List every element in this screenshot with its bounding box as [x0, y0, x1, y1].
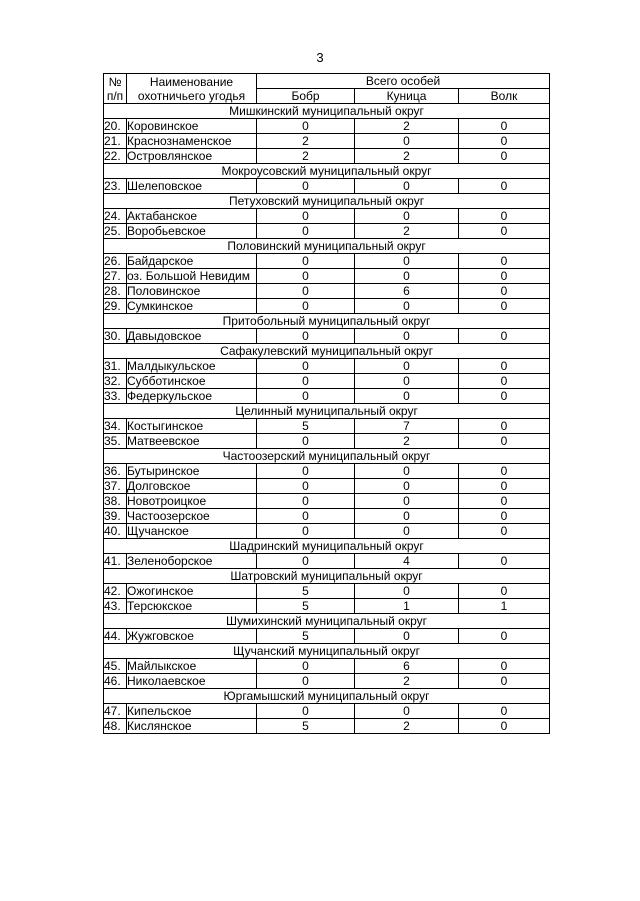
district-header — [104, 104, 550, 119]
table-row — [104, 374, 550, 389]
hunting-ground-name: Костыгинское — [127, 419, 257, 434]
wolf-count: 0 — [459, 269, 550, 284]
row-number: 37. — [104, 479, 127, 494]
row-number: 27. — [104, 269, 127, 284]
hunting-ground-name: Байдарское — [127, 254, 257, 269]
wolf-count: 0 — [459, 494, 550, 509]
beaver-count: 0 — [257, 299, 355, 314]
wolf-count: 0 — [459, 224, 550, 239]
row-number: 43. — [104, 599, 127, 614]
district-title: Мишкинский муниципальный округ — [104, 104, 550, 119]
marten-count: 0 — [355, 389, 459, 404]
wolf-count: 0 — [459, 179, 550, 194]
row-number: 46. — [104, 674, 127, 689]
table-row — [104, 464, 550, 479]
hunting-ground-name: Коровинское — [127, 119, 257, 134]
district-header — [104, 194, 550, 209]
table-row — [104, 359, 550, 374]
beaver-count: 5 — [257, 599, 355, 614]
wolf-count: 0 — [459, 149, 550, 164]
beaver-count: 5 — [257, 629, 355, 644]
hunting-ground-name: Сумкинское — [127, 299, 257, 314]
table-row — [104, 224, 550, 239]
marten-count: 2 — [355, 719, 459, 734]
district-title: Мокроусовский муниципальный округ — [104, 164, 550, 179]
row-number: 48. — [104, 719, 127, 734]
marten-count: 0 — [355, 179, 459, 194]
row-number: 38. — [104, 494, 127, 509]
marten-count: 0 — [355, 299, 459, 314]
district-header — [104, 569, 550, 584]
wolf-count: 0 — [459, 524, 550, 539]
district-header — [104, 344, 550, 359]
row-number: 24. — [104, 209, 127, 224]
wolf-count: 0 — [459, 359, 550, 374]
hunting-ground-name: Актабанское — [127, 209, 257, 224]
beaver-count: 0 — [257, 674, 355, 689]
header-beaver: Бобр — [257, 89, 355, 104]
table-row — [104, 209, 550, 224]
marten-count: 0 — [355, 494, 459, 509]
hunting-ground-name: Краснознаменское — [127, 134, 257, 149]
table-row — [104, 479, 550, 494]
hunting-ground-name: Малдыкульское — [127, 359, 257, 374]
district-title: Сафакулевский муниципальный округ — [104, 344, 550, 359]
marten-count: 2 — [355, 434, 459, 449]
marten-count: 6 — [355, 284, 459, 299]
district-title: Шадринский муниципальный округ — [104, 539, 550, 554]
table-row — [104, 599, 550, 614]
district-header — [104, 539, 550, 554]
beaver-count: 0 — [257, 119, 355, 134]
table-row — [104, 329, 550, 344]
wolf-count: 0 — [459, 674, 550, 689]
marten-count: 0 — [355, 704, 459, 719]
beaver-count: 0 — [257, 524, 355, 539]
wolf-count: 0 — [459, 509, 550, 524]
district-title: Притобольный муниципальный округ — [104, 314, 550, 329]
table-row — [104, 284, 550, 299]
row-number: 30. — [104, 329, 127, 344]
marten-count: 0 — [355, 584, 459, 599]
wolf-count: 0 — [459, 659, 550, 674]
table-row — [104, 524, 550, 539]
beaver-count: 0 — [257, 284, 355, 299]
wolf-count: 0 — [459, 374, 550, 389]
row-number: 25. — [104, 224, 127, 239]
row-number: 42. — [104, 584, 127, 599]
hunting-ground-name: Давыдовское — [127, 329, 257, 344]
marten-count: 0 — [355, 359, 459, 374]
marten-count: 2 — [355, 224, 459, 239]
district-title: Шумихинский муниципальный округ — [104, 614, 550, 629]
row-number: 45. — [104, 659, 127, 674]
district-header — [104, 314, 550, 329]
beaver-count: 0 — [257, 209, 355, 224]
wolf-count: 0 — [459, 584, 550, 599]
row-number: 28. — [104, 284, 127, 299]
district-header — [104, 164, 550, 179]
hunting-ground-name: Терсюкское — [127, 599, 257, 614]
marten-count: 0 — [355, 329, 459, 344]
beaver-count: 0 — [257, 704, 355, 719]
row-number: 32. — [104, 374, 127, 389]
hunting-ground-name: Зеленоборское — [127, 554, 257, 569]
hunting-ground-name: Щучанское — [127, 524, 257, 539]
table-row — [104, 269, 550, 284]
beaver-count: 0 — [257, 269, 355, 284]
table-row — [104, 629, 550, 644]
hunting-ground-name: Шелеповское — [127, 179, 257, 194]
hunting-ground-name: Субботинское — [127, 374, 257, 389]
wolf-count: 0 — [459, 134, 550, 149]
hunting-ground-name: Матвеевское — [127, 434, 257, 449]
table-row — [104, 419, 550, 434]
row-number: 31. — [104, 359, 127, 374]
row-number: 29. — [104, 299, 127, 314]
wolf-count: 0 — [459, 434, 550, 449]
wolf-count: 1 — [459, 599, 550, 614]
table-row — [104, 674, 550, 689]
marten-count: 0 — [355, 479, 459, 494]
row-number: 44. — [104, 629, 127, 644]
marten-count: 4 — [355, 554, 459, 569]
table-row — [104, 149, 550, 164]
table-row — [104, 134, 550, 149]
marten-count: 7 — [355, 419, 459, 434]
beaver-count: 0 — [257, 434, 355, 449]
hunting-ground-name: Николаевское — [127, 674, 257, 689]
wolf-count: 0 — [459, 554, 550, 569]
wolf-count: 0 — [459, 254, 550, 269]
district-title: Петуховский муниципальный округ — [104, 194, 550, 209]
beaver-count: 0 — [257, 254, 355, 269]
beaver-count: 5 — [257, 419, 355, 434]
beaver-count: 0 — [257, 389, 355, 404]
marten-count: 0 — [355, 629, 459, 644]
beaver-count: 0 — [257, 509, 355, 524]
wolf-count: 0 — [459, 299, 550, 314]
hunting-ground-name: Бутыринское — [127, 464, 257, 479]
row-number: 22. — [104, 149, 127, 164]
row-number: 23. — [104, 179, 127, 194]
beaver-count: 0 — [257, 554, 355, 569]
hunting-ground-name: Половинское — [127, 284, 257, 299]
table-row — [104, 299, 550, 314]
beaver-count: 0 — [257, 374, 355, 389]
beaver-count: 5 — [257, 584, 355, 599]
district-title: Целинный муниципальный округ — [104, 404, 550, 419]
district-header — [104, 689, 550, 704]
table-row — [104, 434, 550, 449]
district-header — [104, 449, 550, 464]
wolf-count: 0 — [459, 479, 550, 494]
table-row — [104, 719, 550, 734]
marten-count: 0 — [355, 509, 459, 524]
hunting-ground-name: Майлыкское — [127, 659, 257, 674]
wolf-count: 0 — [459, 209, 550, 224]
beaver-count: 2 — [257, 149, 355, 164]
beaver-count: 0 — [257, 494, 355, 509]
header-wolf: Волк — [459, 89, 550, 104]
hunting-ground-name: Воробьевское — [127, 224, 257, 239]
district-title: Частоозерский муниципальный округ — [104, 449, 550, 464]
table-row — [104, 659, 550, 674]
hunting-ground-name: Жужговское — [127, 629, 257, 644]
table-row — [104, 179, 550, 194]
wolf-count: 0 — [459, 464, 550, 479]
marten-count: 0 — [355, 209, 459, 224]
marten-count: 0 — [355, 374, 459, 389]
beaver-count: 0 — [257, 179, 355, 194]
game-count-table — [103, 73, 550, 734]
hunting-ground-name: Новотроицкое — [127, 494, 257, 509]
row-number: 39. — [104, 509, 127, 524]
wolf-count: 0 — [459, 284, 550, 299]
marten-count: 1 — [355, 599, 459, 614]
marten-count: 6 — [355, 659, 459, 674]
table-row — [104, 554, 550, 569]
marten-count: 2 — [355, 149, 459, 164]
beaver-count: 0 — [257, 659, 355, 674]
table-row — [104, 494, 550, 509]
wolf-count: 0 — [459, 719, 550, 734]
header-marten: Куница — [355, 89, 459, 104]
district-header — [104, 644, 550, 659]
row-number: 33. — [104, 389, 127, 404]
row-number: 34. — [104, 419, 127, 434]
wolf-count: 0 — [459, 419, 550, 434]
marten-count: 0 — [355, 269, 459, 284]
row-number: 21. — [104, 134, 127, 149]
district-title: Юргамышский муниципальный округ — [104, 689, 550, 704]
beaver-count: 5 — [257, 719, 355, 734]
district-title: Шатровский муниципальный округ — [104, 569, 550, 584]
beaver-count: 2 — [257, 134, 355, 149]
wolf-count: 0 — [459, 119, 550, 134]
district-header — [104, 404, 550, 419]
hunting-ground-name: Кипельское — [127, 704, 257, 719]
header-hunting-ground: Наименование охотничьего угодья — [127, 74, 257, 104]
hunting-ground-name: Частоозерское — [127, 509, 257, 524]
row-number: 41. — [104, 554, 127, 569]
marten-count: 0 — [355, 524, 459, 539]
row-number: 47. — [104, 704, 127, 719]
wolf-count: 0 — [459, 704, 550, 719]
wolf-count: 0 — [459, 629, 550, 644]
table-row — [104, 584, 550, 599]
beaver-count: 0 — [257, 479, 355, 494]
wolf-count: 0 — [459, 389, 550, 404]
beaver-count: 0 — [257, 359, 355, 374]
hunting-ground-name: оз. Большой Невидим — [127, 269, 257, 284]
district-header — [104, 239, 550, 254]
row-number: 26. — [104, 254, 127, 269]
table-row — [104, 119, 550, 134]
row-number: 20. — [104, 119, 127, 134]
header-number: № п/п — [104, 74, 127, 104]
beaver-count: 0 — [257, 224, 355, 239]
district-title: Половинский муниципальный округ — [104, 239, 550, 254]
header-total: Всего особей — [257, 74, 550, 89]
district-header — [104, 614, 550, 629]
table-row — [104, 254, 550, 269]
district-title: Щучанский муниципальный округ — [104, 644, 550, 659]
table-row — [104, 389, 550, 404]
row-number: 40. — [104, 524, 127, 539]
hunting-ground-name: Ожогинское — [127, 584, 257, 599]
table-row — [104, 704, 550, 719]
table-row — [104, 509, 550, 524]
marten-count: 0 — [355, 134, 459, 149]
marten-count: 0 — [355, 254, 459, 269]
marten-count: 0 — [355, 464, 459, 479]
table-header — [104, 74, 550, 104]
row-number: 36. — [104, 464, 127, 479]
page-number: 3 — [316, 50, 324, 65]
hunting-ground-name: Федеркульское — [127, 389, 257, 404]
hunting-ground-name: Островлянское — [127, 149, 257, 164]
marten-count: 2 — [355, 674, 459, 689]
hunting-ground-name: Кислянское — [127, 719, 257, 734]
row-number: 35. — [104, 434, 127, 449]
beaver-count: 0 — [257, 329, 355, 344]
hunting-ground-name: Долговское — [127, 479, 257, 494]
table-body — [104, 104, 550, 734]
marten-count: 2 — [355, 119, 459, 134]
wolf-count: 0 — [459, 329, 550, 344]
beaver-count: 0 — [257, 464, 355, 479]
